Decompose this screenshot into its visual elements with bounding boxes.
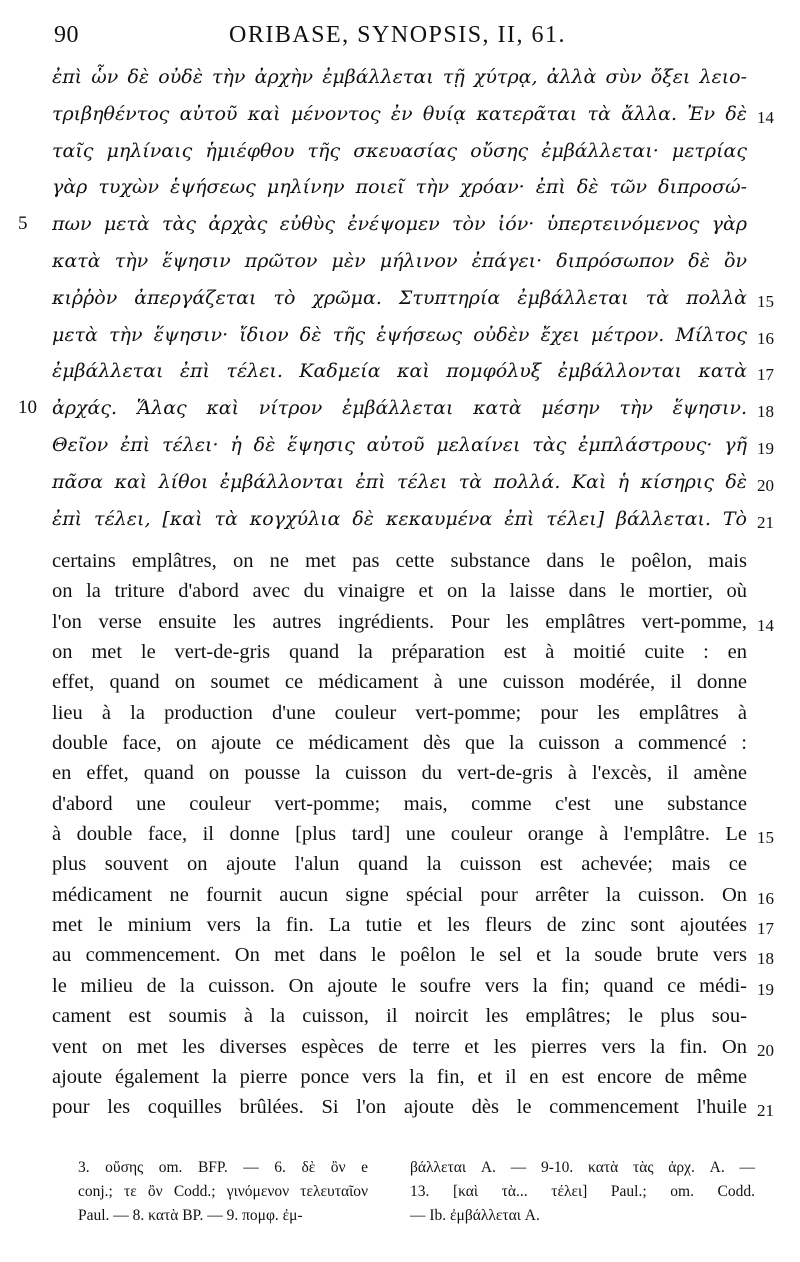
apparatus-note-right: 13. [καὶ τὰ... τέλει] Paul.; om. Codd. [410, 1183, 755, 1200]
greek-line [0, 136, 800, 173]
greek-line-text: ἀρχάς. Ἅλας καὶ νίτρον ἐμβάλλεται κατὰ μέσην τὴν ἕψησιν. [52, 397, 747, 420]
apparatus-note-right: — Ib. ἐμβάλλεται A. [410, 1207, 540, 1224]
french-line-text: on la triture d'abord avec du vinaigre et on la laisse dans le mortier, où [52, 580, 747, 603]
margin-section-number: 14 [757, 615, 774, 635]
french-line [0, 789, 800, 819]
french-line [0, 758, 800, 788]
greek-line [0, 430, 800, 467]
greek-line [0, 62, 800, 99]
french-line [0, 728, 800, 758]
apparatus-note-left: Paul. — 8. κατὰ BP. — 9. πομφ. ἐμ- [78, 1207, 303, 1224]
french-line-text: vent on met les diverses espèces de terre et les pierres vers la fin. On [52, 1035, 747, 1058]
french-line-text: lieu à la production d'une couleur vert-pomme; pour les emplâtres à [52, 701, 747, 724]
french-line-text: médicament ne fournit aucun signe spécial pour arrêter la cuisson. On [52, 883, 747, 906]
french-line [0, 819, 800, 849]
greek-line-text: ταῖς μηλίναις ἡμιέφθου τῆς σκευασίας οὔσης ἐμβάλλεται· μετρίας [52, 139, 747, 162]
french-line-text: le milieu de la cuisson. On ajoute le soufre vers la fin; quand ce médi- [52, 974, 747, 997]
french-line-text: certains emplâtres, on ne met pas cette substance dans le poêlon, mais [52, 550, 747, 572]
greek-line [0, 356, 800, 393]
greek-line [0, 320, 800, 357]
french-line [0, 940, 800, 970]
french-line [0, 971, 800, 1001]
french-line [0, 576, 800, 606]
french-line [0, 849, 800, 879]
french-line [0, 910, 800, 940]
greek-line [0, 393, 800, 430]
greek-line [0, 99, 800, 136]
french-line [0, 637, 800, 667]
greek-line-text: πων μετὰ τὰς ἀρχὰς εὐθὺς ἐνέψομεν τὸν ἰόν· ὑπερτεινόμενος γὰρ [52, 213, 747, 236]
margin-section-number: 14 [757, 107, 774, 127]
french-line [0, 1092, 800, 1122]
critical-apparatus [0, 1156, 800, 1228]
greek-line [0, 504, 800, 541]
margin-section-number: 16 [757, 328, 774, 348]
greek-line-text: μετὰ τὴν ἕψησιν· ἴδιον δὲ τῆς ἑψήσεως οὐδὲν ἔχει μέτρον. Μίλτος [52, 323, 747, 346]
greek-line-text: κιῤῥὸν ἀπεργάζεται τὸ χρῶμα. Στυπτηρία ἐμβάλλεται τὰ πολλὰ [52, 286, 747, 309]
french-line [0, 607, 800, 637]
apparatus-note-right: βάλλεται A. — 9-10. κατὰ τὰς ἀρχ. A. — [410, 1159, 755, 1176]
french-line-text: effet, quand on soumet ce médicament à une cuisson modérée, il donne [52, 671, 747, 694]
margin-section-number: 18 [757, 949, 774, 969]
apparatus-note-left: conj.; τε ὂν Codd.; γινόμενον τελευταῖον [78, 1183, 368, 1200]
margin-section-number: 19 [757, 979, 774, 999]
page-number: 90 [54, 22, 79, 48]
french-line [0, 698, 800, 728]
french-line [0, 1001, 800, 1031]
french-translation-block [0, 546, 800, 1123]
french-line-text: en effet, quand on pousse la cuisson du vert-de-gris à l'excès, il amène [52, 762, 747, 785]
line-number: 10 [18, 397, 37, 419]
french-line-text: l'on verse ensuite les autres ingrédients. Pour les emplâtres vert-pomme, [52, 610, 747, 633]
french-line-text: on met le vert-de-gris quand la préparation est à moitié cuite : en [52, 641, 747, 664]
greek-line-text: πᾶσα καὶ λίθοι ἐμβάλλονται ἐπὶ τέλει τὰ πολλά. Καὶ ἡ κίσηρις δὲ [52, 470, 747, 493]
greek-line-text: Θεῖον ἐπὶ τέλει· ἡ δὲ ἕψησις αὐτοῦ μελαίνει τὰς ἐμπλάστρους· γῆ [52, 433, 747, 456]
greek-line-text: τριβηθέντος αὐτοῦ καὶ μένοντος ἐν θυίᾳ κατερᾶται τὰ ἄλλα. Ἐν δὲ [52, 102, 747, 125]
margin-section-number: 15 [757, 291, 774, 311]
greek-line [0, 246, 800, 283]
apparatus-line [0, 1156, 800, 1180]
french-line-text: plus souvent on ajoute l'alun quand la cuisson est achevée; mais ce [52, 853, 747, 876]
margin-section-number: 21 [757, 512, 774, 532]
margin-section-number: 16 [757, 888, 774, 908]
greek-line [0, 283, 800, 320]
french-line-text: met le minium vers la fin. La tutie et les fleurs de zinc sont ajoutées [52, 914, 747, 937]
apparatus-note-left: 3. οὔσης om. BFP. — 6. δὲ ὂν e [78, 1159, 368, 1176]
greek-line-text: ἐπὶ ὧν δὲ οὐδὲ τὴν ἀρχὴν ἐμβάλλεται τῇ χύτρᾳ, ἀλλὰ σὺν ὄξει λειο- [52, 66, 747, 88]
page-header [54, 22, 754, 52]
french-line-text: double face, on ajoute ce médicament dès que la cuisson a commencé : [52, 732, 747, 755]
margin-section-number: 19 [757, 438, 774, 458]
french-line-text: à double face, il donne [plus tard] une couleur orange à l'emplâtre. Le [52, 823, 747, 846]
french-line-text: pour les coquilles brûlées. Si l'on ajoute dès le commencement l'huile [52, 1096, 747, 1119]
greek-line-text: ἐμβάλλεται ἐπὶ τέλει. Καδμεία καὶ πομφόλυξ ἐμβάλλονται κατὰ [52, 360, 747, 383]
greek-line [0, 467, 800, 504]
margin-section-number: 21 [757, 1101, 774, 1121]
greek-line-text: κατὰ τὴν ἕψησιν πρῶτον μὲν μήλινον ἐπάγει· διπρόσωπον δὲ ὂν [52, 249, 747, 272]
apparatus-line [0, 1204, 800, 1228]
margin-section-number: 17 [757, 365, 774, 385]
line-number: 5 [18, 213, 28, 235]
greek-line-text: ἐπὶ τέλει, [καὶ τὰ κογχύλια δὲ κεκαυμένα ἐπὶ τέλει] βάλλεται. Τὸ [52, 507, 747, 530]
french-line [0, 667, 800, 697]
french-line-text: ajoute également la pierre ponce vers la fin, et il en est encore de même [52, 1065, 747, 1088]
greek-line-text: γὰρ τυχὼν ἑψήσεως μηλίνην ποιεῖ τὴν χρόαν· ἐπὶ δὲ τῶν διπροσώ- [52, 176, 747, 199]
apparatus-line [0, 1180, 800, 1204]
french-line-text: cament est soumis à la cuisson, il noircit les emplâtres; le plus sou- [52, 1005, 747, 1028]
margin-section-number: 20 [757, 1040, 774, 1060]
margin-section-number: 18 [757, 402, 774, 422]
margin-section-number: 17 [757, 919, 774, 939]
running-head: ORIBASE, SYNOPSIS, II, 61. [229, 22, 567, 48]
french-line [0, 880, 800, 910]
french-line-text: d'abord une couleur vert-pomme; mais, comme c'est une substance [52, 792, 747, 815]
greek-line [0, 172, 800, 209]
french-line [0, 1062, 800, 1092]
french-line [0, 1032, 800, 1062]
french-line-text: au commencement. On met dans le poêlon le sel et la soude brute vers [52, 944, 747, 967]
margin-section-number: 15 [757, 828, 774, 848]
margin-section-number: 20 [757, 475, 774, 495]
greek-line [0, 209, 800, 246]
greek-text-block [0, 62, 800, 540]
french-line [0, 546, 800, 576]
